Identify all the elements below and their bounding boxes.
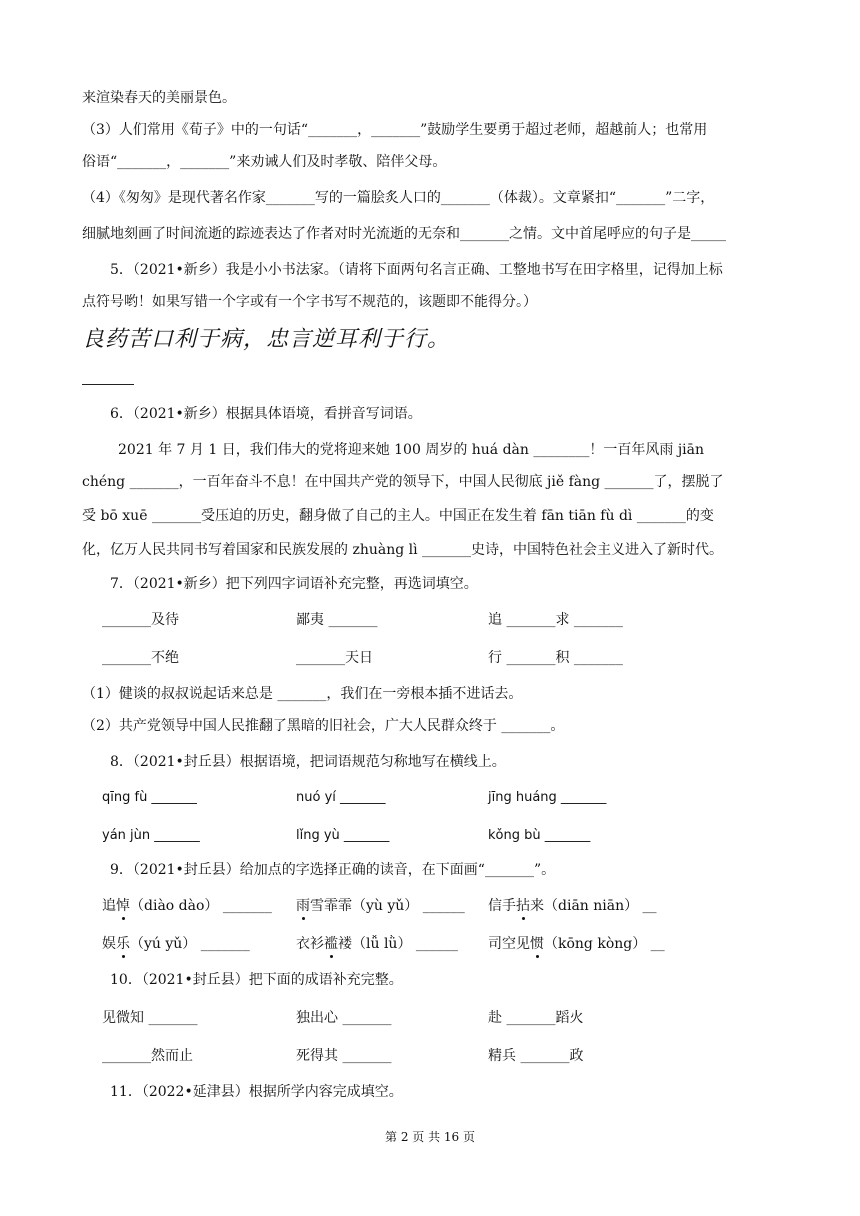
question-4-line-2: 细腻地刻画了时间流逝的踪迹表达了作者对时光流逝的无奈和_______之情。文中首尾呼应的句子是_____ <box>82 226 726 242</box>
q7-item: _______及待 <box>102 612 179 628</box>
dotted-char: 惯 <box>530 936 544 952</box>
q9-item <box>488 934 665 954</box>
q10-item: 死得其 _______ <box>296 1048 392 1064</box>
q10-item: 赴 _______蹈火 <box>488 1010 584 1026</box>
q8-item: lǐng yù _______ <box>296 828 390 843</box>
q10-item: _______然而止 <box>102 1048 193 1064</box>
question-7-sentence-2: （2）共产党领导中国人民推翻了黑暗的旧社会，广大人民群众终于 _______。 <box>82 718 565 734</box>
question-11-header: 11．（2022•延津县）根据所学内容完成填空。 <box>110 1084 403 1100</box>
q7-item: 行 _______积 _______ <box>488 650 623 666</box>
question-6-line-3: 受 bō xuē _______受压迫的历史，翻身做了自己的主人。中国正在发生着 fān tiān fù dì _______的变 <box>82 508 714 524</box>
question-10-header: 10．（2021•封丘县）把下面的成语补充完整。 <box>110 972 403 988</box>
dotted-char: 褴 <box>324 936 338 952</box>
calligraphy-sample: 良药苦口利于病，忠言逆耳利于行。 <box>82 327 451 352</box>
question-7-sentence-1: （1）健谈的叔叔说起话来总是 _______，我们在一旁根本插不进话去。 <box>82 686 523 702</box>
dotted-char: 雨 <box>296 898 310 914</box>
q9-text: 褛（lǚ lǜ） ______ <box>338 936 458 952</box>
question-8-header: 8．（2021•封丘县）根据语境，把词语规范匀称地写在横线上。 <box>110 754 506 770</box>
q9-text: （diào dào） _______ <box>130 898 272 914</box>
question-5-header-cont: 点符号哟！如果写错一个字或有一个字书写不规范的，该题即不能得分。） <box>82 294 537 310</box>
question-3-line-1: （3）人们常用《荀子》中的一句话“_______，_______”鼓励学生要勇于超过老师，超越前人；也常用 <box>82 122 708 138</box>
question-4-line-1: （4）《匆匆》是现代著名作家_______写的一篇脍炙人口的_______（体裁）。文章紧扣“_______”二字， <box>82 190 715 206</box>
answer-blank <box>82 384 134 385</box>
question-5-header: 5．（2021•新乡）我是小小书法家。（请将下面两句名言正确、工整地书写在田字格里，记得加上标 <box>110 262 723 278</box>
q9-item <box>296 896 465 916</box>
q9-text: 娱 <box>102 936 116 952</box>
q8-item: kǒng bù _______ <box>488 828 591 843</box>
text-line: 来渲染春天的美丽景色。 <box>82 90 236 106</box>
q9-item <box>102 934 250 954</box>
dotted-char: 乐 <box>116 936 130 952</box>
q8-item: nuó yí _______ <box>296 790 386 805</box>
question-6-line-4: 化，亿万人民共同书写着国家和民族发展的 zhuàng lì _______史诗，中国特色社会主义进入了新时代。 <box>82 542 724 558</box>
page-footer: 第 2 页 共 16 页 <box>385 1130 475 1144</box>
q7-item: 鄙夷 _______ <box>296 612 378 628</box>
q9-text: 司空见 <box>488 936 530 952</box>
q9-text: （yú yǔ） _______ <box>130 936 250 952</box>
q9-text: （kōng kòng） __ <box>544 936 665 952</box>
dotted-char: 拈 <box>516 898 530 914</box>
q9-text: 来（diān niān） __ <box>530 898 657 914</box>
question-9-header: 9．（2021•封丘县）给加点的字选择正确的读音，在下面画“_______”。 <box>110 862 556 878</box>
q8-item: yán jùn _______ <box>102 828 200 843</box>
question-6-header: 6．（2021•新乡）根据具体语境，看拼音写词语。 <box>110 406 422 422</box>
q9-text: 雪霏霏（yù yǔ） ______ <box>310 898 465 914</box>
question-6-line-2: chéng _______，一百年奋斗不息！在中国共产党的领导下，中国人民彻底 jiě fàng _______了，摆脱了 <box>82 474 724 490</box>
question-3-line-2: 俗语“_______，_______”来劝诫人们及时孝敬、陪伴父母。 <box>82 154 447 170</box>
question-7-header: 7．（2021•新乡）把下列四字词语补充完整，再选词填空。 <box>110 576 478 592</box>
q8-item: qīng fù _______ <box>102 790 197 805</box>
q7-item: 追 _______求 _______ <box>488 612 623 628</box>
q10-item: 见微知 _______ <box>102 1010 198 1026</box>
q9-text: 信手 <box>488 898 516 914</box>
q9-text: 追 <box>102 898 116 914</box>
question-6-line-1: 2021 年 7 月 1 日，我们伟大的党将迎来她 100 周岁的 huá dàn ________！一百年风雨 jiān <box>118 442 705 458</box>
q8-item: jīng huáng _______ <box>488 790 607 805</box>
q10-item: 精兵 _______政 <box>488 1048 584 1064</box>
q7-item: _______不绝 <box>102 650 179 666</box>
dotted-char: 悼 <box>116 898 130 914</box>
q9-item <box>102 896 272 916</box>
q7-item: _______天日 <box>296 650 373 666</box>
q10-item: 独出心 _______ <box>296 1010 392 1026</box>
q9-text: 衣衫 <box>296 936 324 952</box>
q9-item <box>296 934 458 954</box>
q9-item <box>488 896 657 916</box>
